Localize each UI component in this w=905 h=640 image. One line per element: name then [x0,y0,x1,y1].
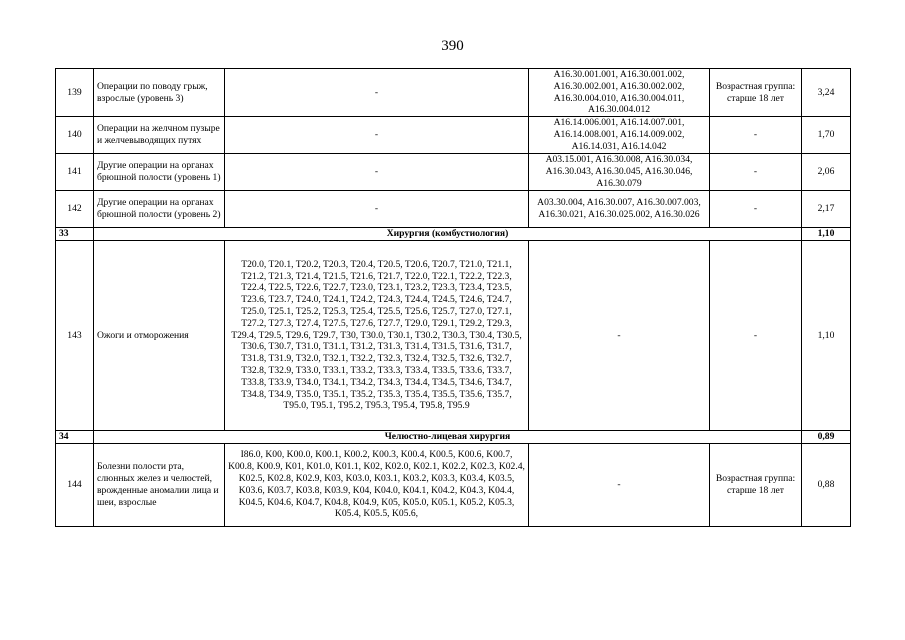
row-number: 143 [56,240,94,430]
row-number: 144 [56,443,94,526]
coefficient: 2,06 [802,154,851,191]
table-row [56,117,851,154]
group-name: Другие операции на органах брюшной полости (уровень 1) [94,154,225,191]
service-codes: - [529,240,710,430]
table-row [56,443,851,526]
coefficient: 0,88 [802,443,851,526]
section-number: 33 [56,228,94,241]
group-name: Болезни полости рта, слюнных желез и челюстей, врожденные аномалии лица и шеи, взрослые [94,443,225,526]
row-number: 141 [56,154,94,191]
section-row [56,430,851,443]
group-name: Операции по поводу грыж, взрослые (уровень 3) [94,69,225,117]
diagnosis-codes: - [225,191,529,228]
section-title: Хирургия (комбустиология) [94,228,802,241]
service-codes: A03.30.004, A16.30.007, A16.30.007.003, A16.30.021, A16.30.025.002, A16.30.026 [529,191,710,228]
group-name: Ожоги и отморожения [94,240,225,430]
additional-criteria: Возрастная группа: старше 18 лет [710,69,802,117]
row-number: 139 [56,69,94,117]
service-codes: - [529,443,710,526]
row-number: 142 [56,191,94,228]
table-row [56,154,851,191]
group-name: Другие операции на органах брюшной полости (уровень 2) [94,191,225,228]
additional-criteria: - [710,117,802,154]
coefficient: 3,24 [802,69,851,117]
diagnosis-codes: - [225,117,529,154]
service-codes: A16.14.006.001, A16.14.007.001, A16.14.008.001, A16.14.009.002, A16.14.031, A16.14.042 [529,117,710,154]
diagnosis-codes: I86.0, K00, K00.0, K00.1, K00.2, K00.3, K00.4, K00.5, K00.6, K00.7, K00.8, K00.9, K01, K01.0, K01.1, K02, K02.0, K02.1, K02.2, K02.3, K02.4, K02.5, K02.8, K02.9, K03, K03.0, K03.1, K03.2, K03.3, K03.4, K03.5, K03.6, K03.7, K03.8, K03.9, K04, K04.0, K04.1, K04.2, K04.3, K04.4, K04.5, K04.6, K04.7, K04.8, K04.9, K05, K05.0, K05.1, K05.2, K05.3, K05.4, K05.5, K05.6, [225,443,529,526]
table-row [56,191,851,228]
additional-criteria: - [710,191,802,228]
page-number: 390 [441,38,464,54]
additional-criteria: - [710,154,802,191]
tariff-table [55,68,851,527]
diagnosis-codes: - [225,154,529,191]
row-number: 140 [56,117,94,154]
section-row [56,228,851,241]
section-number: 34 [56,430,94,443]
section-coefficient: 0,89 [802,430,851,443]
service-codes: A03.15.001, A16.30.008, A16.30.034, A16.30.043, A16.30.045, A16.30.046, A16.30.079 [529,154,710,191]
section-coefficient: 1,10 [802,228,851,241]
coefficient: 2,17 [802,191,851,228]
service-codes: A16.30.001.001, A16.30.001.002, A16.30.002.001, A16.30.002.002, A16.30.004.010, A16.30.004.011, A16.30.004.012 [529,69,710,117]
table-row [56,69,851,117]
additional-criteria: - [710,240,802,430]
section-title: Челюстно-лицевая хирургия [94,430,802,443]
diagnosis-codes: - [225,69,529,117]
diagnosis-codes: T20.0, T20.1, T20.2, T20.3, T20.4, T20.5, T20.6, T20.7, T21.0, T21.1, T21.2, T21.3, T21.4, T21.5, T21.6, T21.7, T22.0, T22.1, T22.2, T22.3, T22.4, T22.5, T22.6, T22.7, T23.0, T23.1, T23.2, T23.3, T23.4, T23.5, T23.6, T23.7, T24.0, T24.1, T24.2, T24.3, T24.4, T24.5, T24.6, T24.7, T25.0, T25.1, T25.2, T25.3, T25.4, T25.5, T25.6, T25.7, T27.0, T27.1, T27.2, T27.3, T27.4, T27.5, T27.6, T27.7, T29.0, T29.1, T29.2, T29.3, T29.4, T29.5, T29.6, T29.7, T30, T30.0, T30.1, T30.2, T30.3, T30.4, T30.5, T30.6, T30.7, T31.0, T31.1, T31.2, T31.3, T31.4, T31.5, T31.6, T31.7, T31.8, T31.9, T32.0, T32.1, T32.2, T32.3, T32.4, T32.5, T32.6, T32.7, T32.8, T32.9, T33.0, T33.1, T33.2, T33.3, T33.4, T33.5, T33.6, T33.7, T33.8, T33.9, T34.0, T34.1, T34.2, T34.3, T34.4, T34.5, T34.6, T34.7, T34.8, T34.9, T35.0, T35.1, T35.2, T35.3, T35.4, T35.5, T35.6, T35.7, T95.0, T95.1, T95.2, T95.3, T95.4, T95.8, T95.9 [225,240,529,430]
table-row [56,240,851,430]
group-name: Операции на желчном пузыре и желчевыводящих путях [94,117,225,154]
additional-criteria: Возрастная группа: старше 18 лет [710,443,802,526]
coefficient: 1,10 [802,240,851,430]
coefficient: 1,70 [802,117,851,154]
